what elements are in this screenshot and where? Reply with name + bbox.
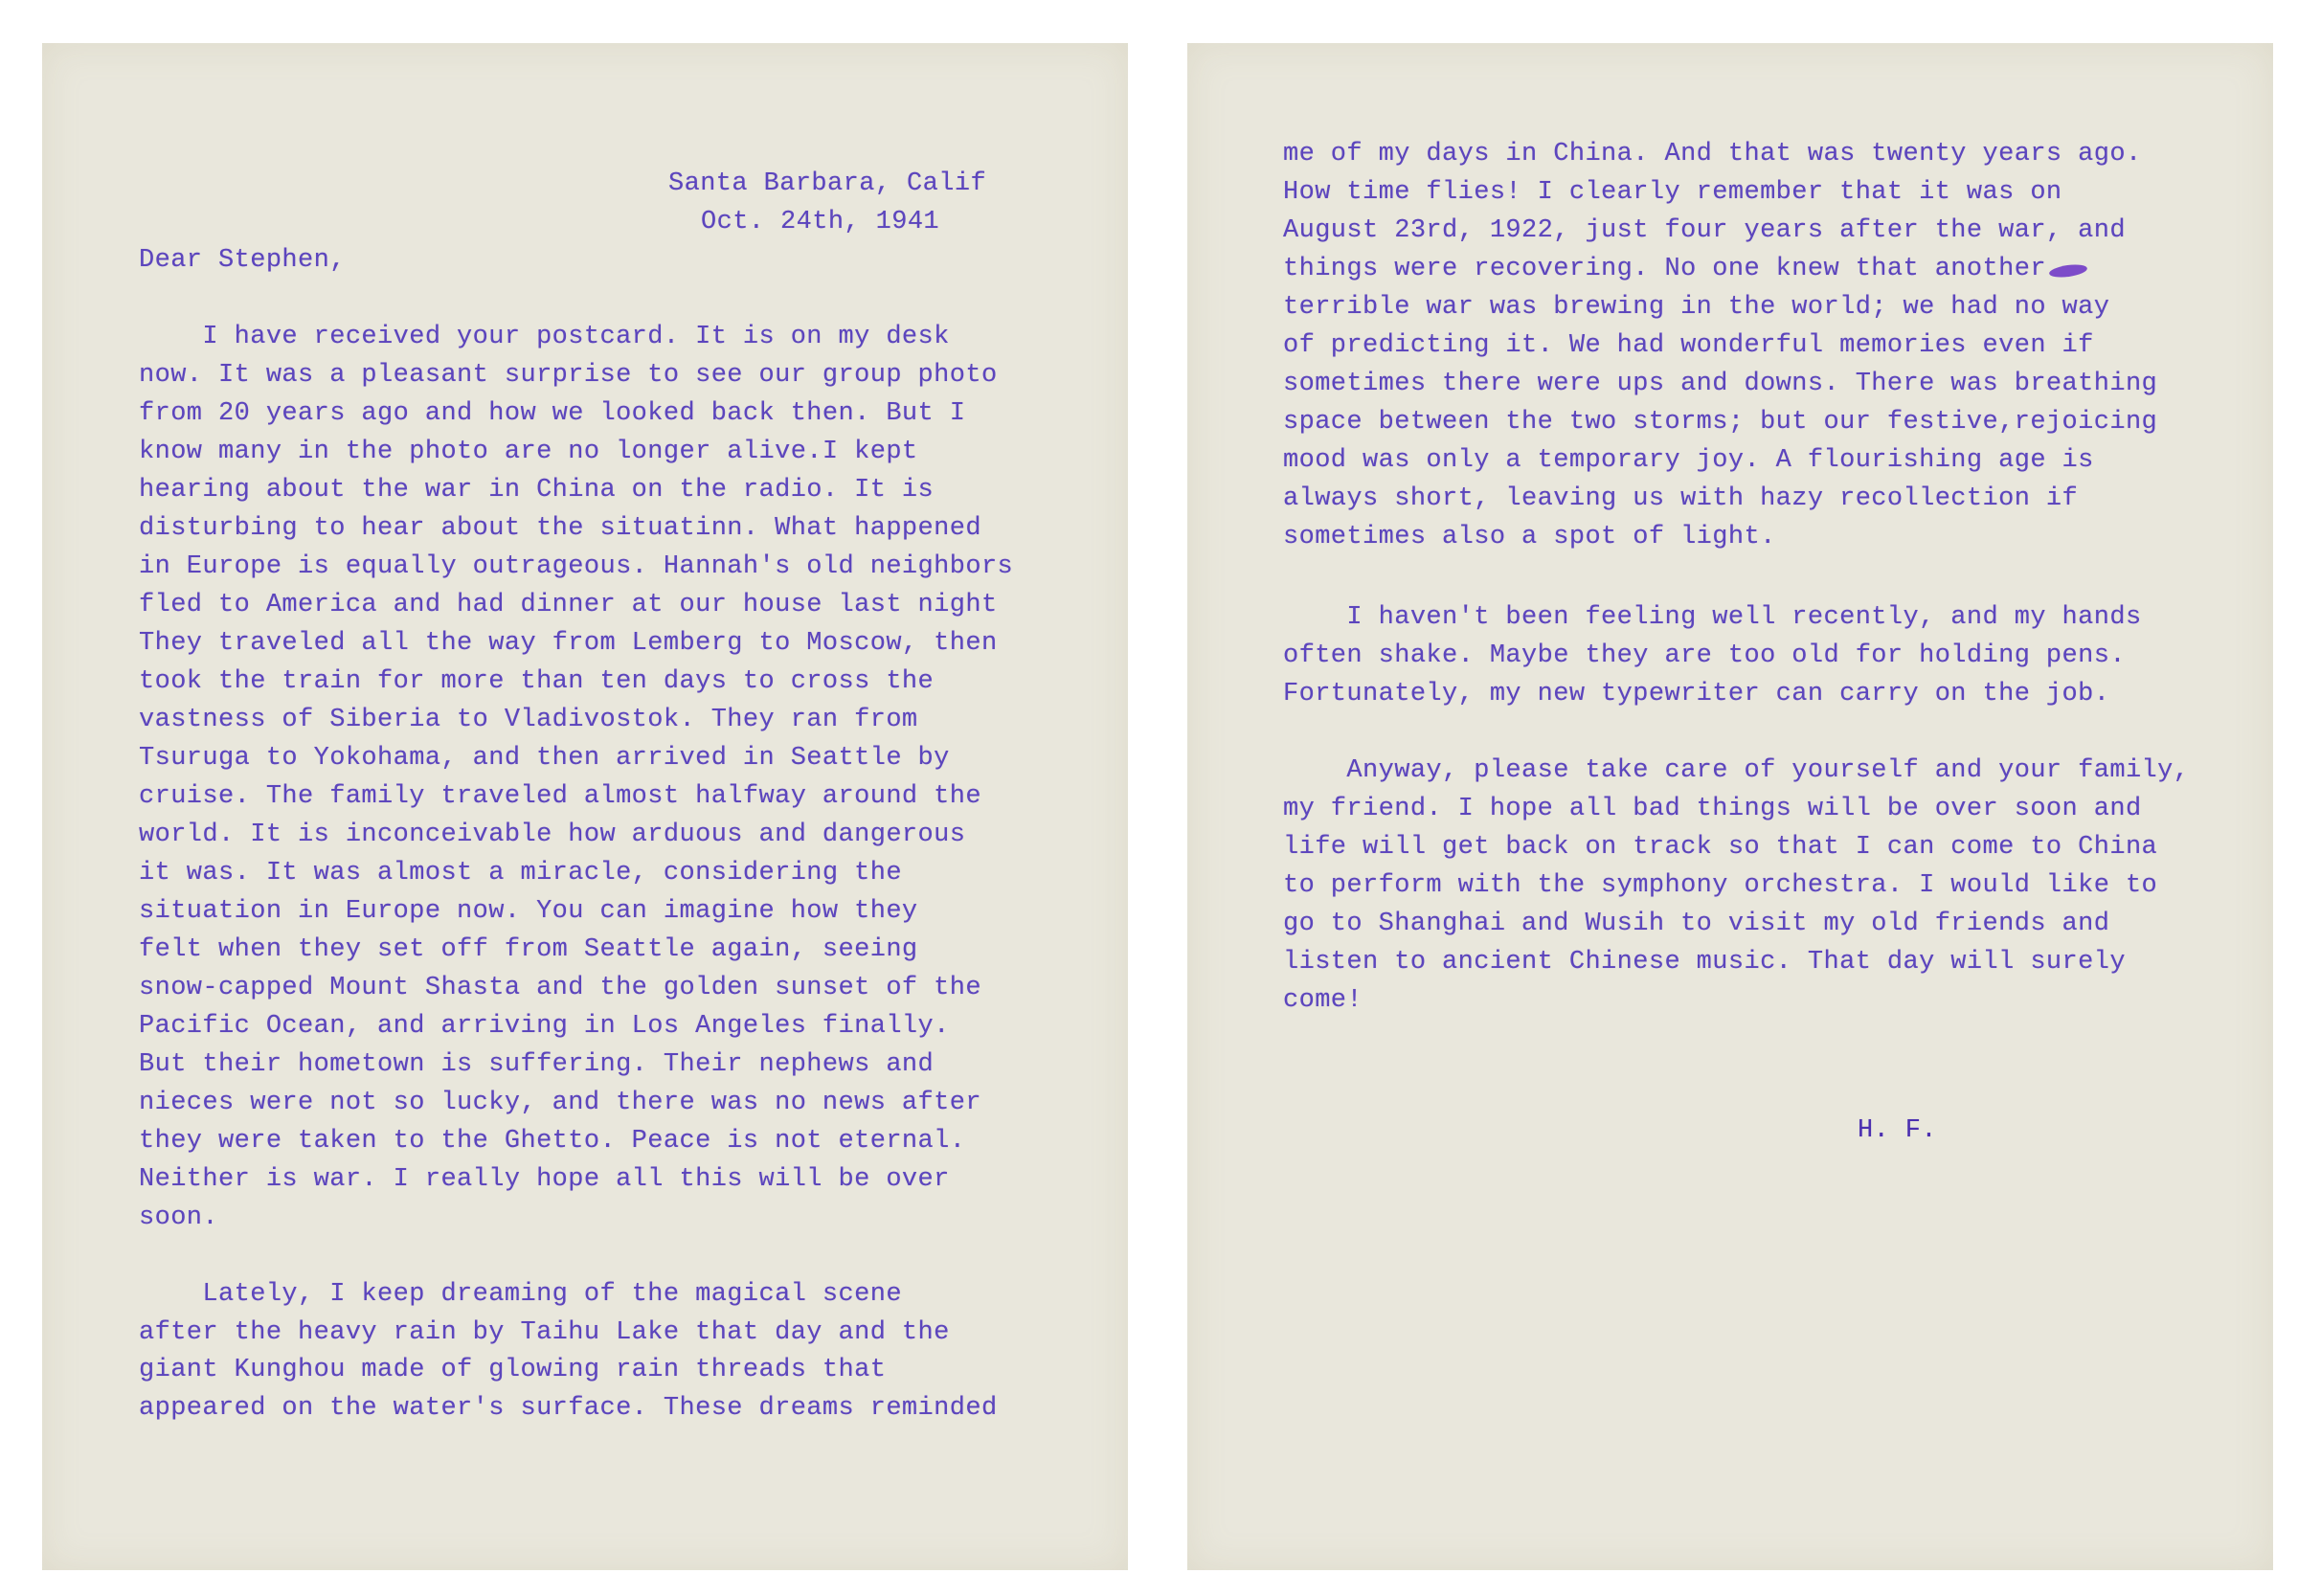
text-line: snow-capped Mount Shasta and the golden sunset of the (139, 974, 981, 1002)
text-line: But their hometown is suffering. Their nephews and (139, 1050, 935, 1079)
text-line: often shake. Maybe they are too old for holding pens. (1283, 641, 2126, 670)
text-line: situation in Europe now. You can imagine how they (139, 897, 918, 926)
page-2-typed-text (1187, 43, 2273, 1570)
text-line: nieces were not so lucky, and there was no news after (139, 1089, 981, 1117)
text-line: they were taken to the Ghetto. Peace is not eternal. (139, 1127, 966, 1156)
letter-page-2 (1187, 43, 2273, 1570)
text-line: after the heavy rain by Taihu Lake that day and the (139, 1317, 950, 1347)
letter-page-1 (42, 43, 1128, 1570)
text-line: now. It was a pleasant surprise to see our group photo (139, 361, 998, 390)
salutation: Dear Stephen, (139, 246, 346, 275)
text-line: space between the two storms; but our festive,rejoicing (1283, 408, 2158, 437)
text-line: mood was only a temporary joy. A flourishing age is (1283, 446, 2094, 475)
text-line: Lately, I keep dreaming of the magical scene (139, 1280, 902, 1309)
text-line: know many in the photo are no longer alive.I kept (139, 438, 918, 466)
text-line: in Europe is equally outrageous. Hannah's old neighbors (139, 552, 1014, 581)
text-line: hearing about the war in China on the radio. It is (139, 476, 935, 505)
text-line: vastness of Siberia to Vladivostok. They ran from (139, 706, 918, 734)
text-line: come! (1283, 986, 1363, 1015)
text-line: me of my days in China. And that was twenty years ago. (1283, 140, 2142, 169)
signature: H. F. (1858, 1116, 1938, 1145)
text-line: felt when they set off from Seattle again, seeing (139, 935, 918, 964)
text-line: from 20 years ago and how we looked back then. But I (139, 399, 966, 428)
text-line: to perform with the symphony orchestra. I would like to (1283, 871, 2158, 900)
text-line: my friend. I hope all bad things will be over soon and (1283, 795, 2142, 823)
text-line: sometimes also a spot of light. (1283, 523, 1776, 551)
text-line: I haven't been feeling well recently, and my hands (1283, 603, 2142, 632)
text-line: soon. (139, 1203, 219, 1232)
text-line: it was. It was almost a miracle, considering the (139, 859, 902, 888)
text-line: cruise. The family traveled almost halfway around the (139, 782, 981, 811)
place-line: Santa Barbara, Calif (668, 169, 987, 198)
text-line: Fortunately, my new typewriter can carry on the job. (1283, 680, 2110, 708)
text-line: took the train for more than ten days to cross the (139, 667, 935, 696)
text-line: sometimes there were ups and downs. There was breathing (1283, 370, 2158, 398)
text-line: I have received your postcard. It is on my desk (139, 323, 950, 351)
text-line: life will get back on track so that I can come to China (1283, 833, 2158, 862)
text-line: listen to ancient Chinese music. That day will surely (1283, 948, 2126, 977)
page-1-typed-text (42, 43, 1128, 1570)
text-line: go to Shanghai and Wusih to visit my old friends and (1283, 910, 2110, 938)
text-line: Pacific Ocean, and arriving in Los Angeles finally. (139, 1012, 950, 1041)
text-line: fled to America and had dinner at our house last night (139, 591, 998, 619)
text-line: world. It is inconceivable how arduous and dangerous (139, 820, 966, 849)
text-line: Tsuruga to Yokohama, and then arrived in Seattle by (139, 744, 950, 773)
text-line: terrible war was brewing in the world; we had no way (1283, 293, 2110, 322)
text-line: appeared on the water's surface. These dreams reminded (139, 1393, 998, 1423)
text-line: always short, leaving us with hazy recollection if (1283, 484, 2079, 513)
text-line: August 23rd, 1922, just four years after the war, and (1283, 216, 2126, 245)
text-line: They traveled all the way from Lemberg to Moscow, then (139, 629, 998, 658)
text-line: Neither is war. I really hope all this will be over (139, 1165, 950, 1194)
text-line: things were recovering. No one knew that another (1283, 255, 2046, 283)
text-line: disturbing to hear about the situatinn. What happened (139, 514, 981, 543)
text-line: Anyway, please take care of yourself and your family, (1283, 756, 2190, 785)
date-line: Oct. 24th, 1941 (701, 208, 940, 236)
text-line: of predicting it. We had wonderful memories even if (1283, 331, 2094, 360)
ink-correction-mark (2048, 262, 2087, 279)
text-line: giant Kunghou made of glowing rain threads that (139, 1356, 887, 1384)
text-line: How time flies! I clearly remember that it was on (1283, 178, 2062, 207)
